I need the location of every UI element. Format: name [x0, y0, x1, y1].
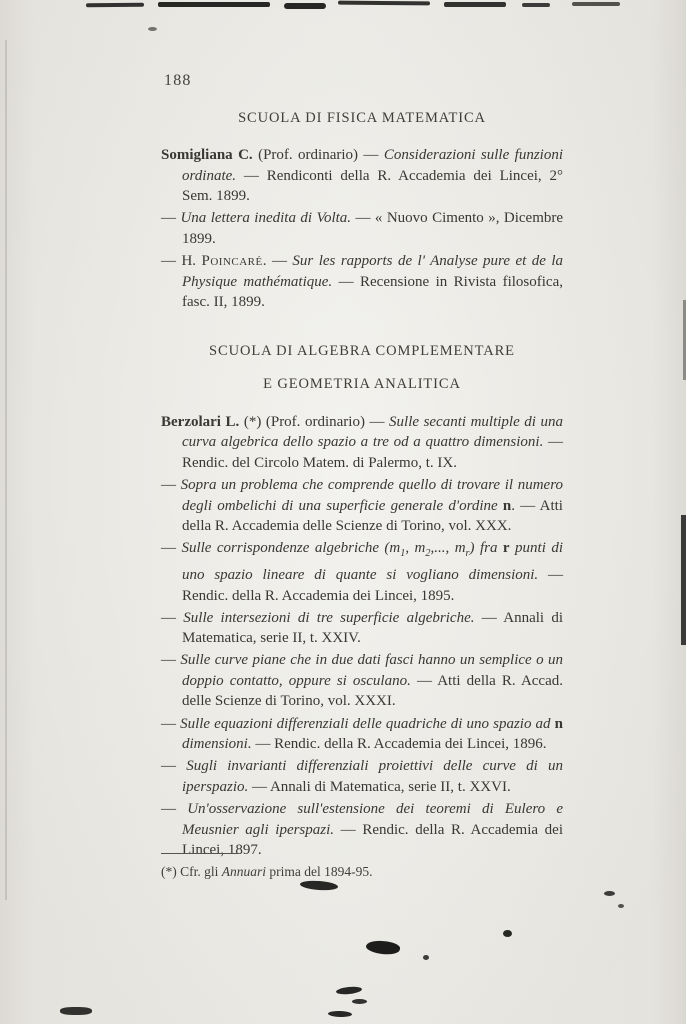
text-segment: Sulle corrispondenze algebriche (m [181, 540, 401, 557]
bibliography-section [161, 341, 563, 861]
text-segment: — Rendic. della R. Accademia dei Lincei, 1896. [251, 736, 547, 753]
ink-smudge [284, 3, 326, 9]
section-heading [161, 341, 563, 394]
text-segment: Un'osservazione sull'estensione dei teoremi di Eulero e Meusnier agli iperspazi. [182, 800, 563, 838]
ink-blob [352, 999, 367, 1004]
section-heading-line: SCUOLA DI ALGEBRA COMPLEMENTARE [209, 342, 515, 359]
footnote-rule [161, 853, 239, 854]
ink-smudge [60, 1007, 92, 1015]
ink-smudge [572, 2, 620, 6]
page-edge-shadow [681, 515, 686, 645]
bibliography-entry [161, 208, 563, 249]
text-segment: Sugli invarianti differenziali proiettivi delle curve di un iperspazio. [182, 758, 563, 795]
ink-smudge [444, 2, 506, 7]
text-segment: — Recensione in Rivista filosofica, fasc. II, 1899. [182, 273, 563, 311]
text-segment: — Atti della R. Accad. delle Scienze di Torino, vol. XXXI. [182, 672, 563, 710]
text-segment: — Annali di Matematica, serie II, t. XXVI. [248, 778, 511, 795]
text-segment: . — Atti della R. Accademia delle Scienze di Torino, vol. XXX. [182, 497, 563, 535]
text-segment: Poincaré [201, 252, 263, 269]
section-heading [161, 108, 563, 128]
bibliography-entry [161, 412, 563, 474]
bibliography-entry [161, 756, 563, 797]
text-segment: — Rendic. della R. Accademia dei Lincei, 1897. [182, 821, 563, 859]
text-segment: (*) (Prof. ordinario) — [239, 413, 390, 430]
ink-speck [618, 904, 624, 908]
text-segment: Una lettera inedita di Volta. [180, 210, 352, 227]
text-segment: Annuari [221, 864, 267, 879]
page-number: 188 [164, 72, 192, 89]
text-segment: . — [262, 252, 293, 269]
text-segment: Sulle intersezioni di tre superficie algebriche. [183, 609, 475, 626]
text-segment: — [161, 800, 188, 817]
bibliography-content [161, 108, 563, 862]
text-segment: ,..., m [430, 540, 466, 557]
text-segment: — [161, 652, 181, 669]
ink-speck [148, 27, 157, 31]
text-segment: — Rendiconti della R. Accademia dei Lincei, 2° Sem. 1899. [182, 167, 563, 205]
text-segment: r [502, 540, 510, 557]
ink-smudge [300, 880, 339, 892]
text-segment: Somigliana C. [161, 147, 253, 163]
ink-blob [328, 1011, 352, 1018]
section-heading-line: SCUOLA DI FISICA MATEMATICA [238, 110, 486, 126]
text-segment: (*) Cfr. gli [161, 864, 222, 879]
text-segment: Sulle curve piane che in due dati fasci hanno un semplice o un doppio contatto, oppure si osculano. [180, 652, 563, 689]
text-segment: Sulle equazioni differenziali delle quadriche di uno spazio ad [180, 715, 555, 732]
text-segment: ) fra [469, 540, 503, 557]
text-segment: — [161, 210, 181, 227]
bibliography-entry [161, 608, 563, 649]
text-segment: (Prof. ordinario) — [252, 147, 384, 163]
bibliography-entry [161, 251, 563, 313]
bibliography-entry [161, 650, 563, 712]
footnote-text [161, 864, 563, 880]
text-segment: Sur les rapports de l' Analyse pure et de la Physique mathématique. [182, 252, 564, 290]
text-segment: n [554, 715, 563, 732]
text-segment: Sopra un problema che comprende quello di trovare il numero degli ombelichi di una superficie generale d'ordine [180, 477, 563, 514]
bibliography-entry [161, 714, 563, 755]
text-segment: , m [405, 540, 426, 557]
bibliography-entry [161, 799, 563, 861]
text-segment: — Rendic. della R. Accademia dei Lincei, 1895. [182, 566, 564, 604]
footnote-block [161, 853, 563, 880]
bibliography-entry [161, 475, 563, 537]
text-segment: — [161, 715, 181, 732]
ink-smudge [522, 3, 550, 7]
text-segment: Considerazioni sulle funzioni ordinate. [182, 147, 563, 184]
text-segment: — [161, 477, 181, 494]
text-segment: 2 [425, 548, 431, 560]
text-segment: — Annali di Matematica, serie II, t. XXIV. [182, 609, 564, 647]
text-segment: — Rendic. del Circolo Matem. di Palermo, t. IX. [182, 434, 563, 471]
text-segment: — [161, 758, 187, 775]
text-segment: punti di uno spazio lineare di quante si vogliano dimensioni. [182, 540, 563, 583]
text-segment: r [465, 548, 470, 560]
section-heading-line: E GEOMETRIA ANALITICA [263, 375, 461, 392]
text-segment: — [161, 609, 184, 626]
ink-smudge [338, 1, 430, 6]
text-segment: — « Nuovo Cimento », Dicembre 1899. [182, 210, 564, 247]
text-segment: Sulle secanti multiple di una curva algebrica dello spazio a tre od a quattro dimensioni. [182, 413, 564, 451]
text-segment: Berzolari L. [161, 413, 240, 430]
text-segment: prima del 1894-95. [266, 864, 373, 879]
page-edge-shadow [5, 40, 7, 900]
text-segment: — [161, 540, 182, 557]
bibliography-section [161, 108, 563, 313]
text-segment: 1 [400, 548, 406, 560]
ink-smudge [158, 2, 270, 7]
ink-speck [423, 955, 429, 960]
text-segment: n [502, 497, 512, 514]
bibliography-entry [161, 145, 563, 207]
bibliography-entry [161, 538, 563, 606]
ink-speck [604, 891, 615, 896]
text-segment: — H. [161, 252, 202, 269]
ink-blob [365, 939, 400, 957]
ink-blob [336, 986, 363, 996]
ink-speck [503, 930, 512, 937]
text-segment: dimensioni. [182, 736, 252, 753]
ink-smudge [86, 3, 144, 8]
